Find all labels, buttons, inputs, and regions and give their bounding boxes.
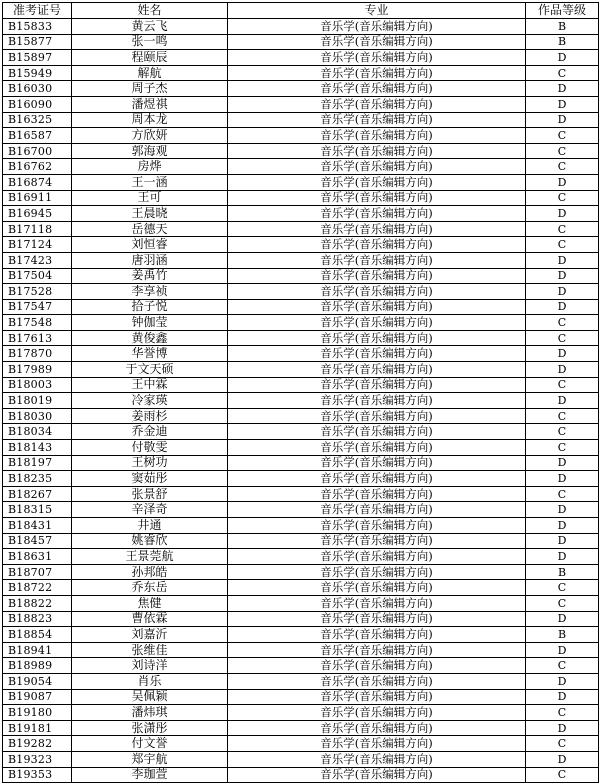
exam-id-cell: B16911 <box>3 190 72 206</box>
grade-cell: D <box>526 346 599 362</box>
student-name-cell: 潘煜祺 <box>72 96 228 112</box>
student-name-cell: 付敬雯 <box>72 440 228 456</box>
major-cell: 音乐学(音乐编辑方向) <box>228 720 526 736</box>
exam-id-cell: B18315 <box>3 502 72 518</box>
table-row <box>3 533 599 549</box>
table-row <box>3 19 599 35</box>
table-row <box>3 767 599 783</box>
grade-cell: C <box>526 767 599 783</box>
exam-id-cell: B18030 <box>3 408 72 424</box>
exam-id-cell: B19282 <box>3 736 72 752</box>
table-row <box>3 502 599 518</box>
major-cell: 音乐学(音乐编辑方向) <box>228 50 526 66</box>
exam-id-cell: B19087 <box>3 689 72 705</box>
student-name-cell: 井通 <box>72 518 228 534</box>
student-name-cell: 潘炜琪 <box>72 705 228 721</box>
student-name-cell: 黄云飞 <box>72 19 228 35</box>
exam-id-cell: B17548 <box>3 315 72 331</box>
student-name-cell: 方欣妍 <box>72 128 228 144</box>
major-cell: 音乐学(音乐编辑方向) <box>228 549 526 565</box>
major-cell: 音乐学(音乐编辑方向) <box>228 252 526 268</box>
student-name-cell: 王景莞航 <box>72 549 228 565</box>
exam-id-cell: B19180 <box>3 705 72 721</box>
table-row <box>3 159 599 175</box>
student-name-cell: 王树功 <box>72 455 228 471</box>
major-cell: 音乐学(音乐编辑方向) <box>228 377 526 393</box>
major-cell: 音乐学(音乐编辑方向) <box>228 221 526 237</box>
exam-id-cell: B15833 <box>3 19 72 35</box>
exam-id-cell: B16762 <box>3 159 72 175</box>
exam-id-cell: B18235 <box>3 471 72 487</box>
student-name-cell: 周子杰 <box>72 81 228 97</box>
student-name-cell: 解航 <box>72 65 228 81</box>
exam-id-cell: B19353 <box>3 767 72 783</box>
major-cell: 音乐学(音乐编辑方向) <box>228 658 526 674</box>
table-row <box>3 128 599 144</box>
major-cell: 音乐学(音乐编辑方向) <box>228 393 526 409</box>
table-row <box>3 705 599 721</box>
exam-id-cell: B16874 <box>3 174 72 190</box>
table-row <box>3 595 599 611</box>
grade-cell: D <box>526 206 599 222</box>
student-name-cell: 拾子悦 <box>72 299 228 315</box>
student-name-cell: 吴佩颖 <box>72 689 228 705</box>
major-cell: 音乐学(音乐编辑方向) <box>228 96 526 112</box>
table-row <box>3 720 599 736</box>
exam-id-cell: B15897 <box>3 50 72 66</box>
major-cell: 音乐学(音乐编辑方向) <box>228 705 526 721</box>
grade-cell: D <box>526 533 599 549</box>
exam-id-cell: B18707 <box>3 564 72 580</box>
major-cell: 音乐学(音乐编辑方向) <box>228 502 526 518</box>
table-row <box>3 455 599 471</box>
table-row <box>3 50 599 66</box>
grade-cell: C <box>526 705 599 721</box>
student-name-cell: 姜雨杉 <box>72 408 228 424</box>
major-cell: 音乐学(音乐编辑方向) <box>228 299 526 315</box>
grade-cell: C <box>526 330 599 346</box>
table-row <box>3 284 599 300</box>
exam-id-cell: B18431 <box>3 518 72 534</box>
table-row <box>3 206 599 222</box>
grade-cell: C <box>526 580 599 596</box>
grade-cell: D <box>526 720 599 736</box>
student-name-cell: 岳德天 <box>72 221 228 237</box>
student-name-cell: 窦茹彤 <box>72 471 228 487</box>
grade-cell: D <box>526 362 599 378</box>
major-cell: 音乐学(音乐编辑方向) <box>228 174 526 190</box>
major-cell: 音乐学(音乐编辑方向) <box>228 237 526 253</box>
table-row <box>3 346 599 362</box>
grade-cell: D <box>526 471 599 487</box>
student-name-cell: 黄俊鑫 <box>72 330 228 346</box>
major-cell: 音乐学(音乐编辑方向) <box>228 268 526 284</box>
grade-cell: C <box>526 65 599 81</box>
exam-id-cell: B16945 <box>3 206 72 222</box>
exam-id-cell: B16090 <box>3 96 72 112</box>
exam-id-cell: B16325 <box>3 112 72 128</box>
table-row <box>3 299 599 315</box>
exam-id-cell: B17989 <box>3 362 72 378</box>
table-row <box>3 424 599 440</box>
major-cell: 音乐学(音乐编辑方向) <box>228 627 526 643</box>
table-row <box>3 362 599 378</box>
table-row <box>3 658 599 674</box>
grade-cell: D <box>526 174 599 190</box>
grade-cell: C <box>526 658 599 674</box>
student-name-cell: 刘嘉沂 <box>72 627 228 643</box>
major-cell: 音乐学(音乐编辑方向) <box>228 642 526 658</box>
grade-cell: C <box>526 595 599 611</box>
exam-id-cell: B16030 <box>3 81 72 97</box>
table-row <box>3 580 599 596</box>
exam-id-cell: B17118 <box>3 221 72 237</box>
exam-id-cell: B17547 <box>3 299 72 315</box>
grade-cell: C <box>526 128 599 144</box>
exam-id-cell: B18822 <box>3 595 72 611</box>
score-table <box>2 2 599 783</box>
major-cell: 音乐学(音乐编辑方向) <box>228 486 526 502</box>
grade-cell: B <box>526 564 599 580</box>
exam-id-cell: B18823 <box>3 611 72 627</box>
exam-id-cell: B15877 <box>3 34 72 50</box>
major-cell: 音乐学(音乐编辑方向) <box>228 767 526 783</box>
table-header-row <box>3 3 599 19</box>
grade-cell: C <box>526 159 599 175</box>
grade-cell: C <box>526 377 599 393</box>
major-cell: 音乐学(音乐编辑方向) <box>228 81 526 97</box>
table-row <box>3 689 599 705</box>
exam-id-cell: B18197 <box>3 455 72 471</box>
exam-id-cell: B17528 <box>3 284 72 300</box>
exam-id-cell: B17124 <box>3 237 72 253</box>
student-name-cell: 辛泽奇 <box>72 502 228 518</box>
grade-cell: D <box>526 751 599 767</box>
student-name-cell: 张潇彤 <box>72 720 228 736</box>
student-name-cell: 房烨 <box>72 159 228 175</box>
major-cell: 音乐学(音乐编辑方向) <box>228 564 526 580</box>
table-row <box>3 143 599 159</box>
table-row <box>3 440 599 456</box>
exam-id-cell: B19054 <box>3 673 72 689</box>
grade-cell: B <box>526 627 599 643</box>
major-cell: 音乐学(音乐编辑方向) <box>228 315 526 331</box>
grade-cell: D <box>526 455 599 471</box>
table-row <box>3 642 599 658</box>
major-cell: 音乐学(音乐编辑方向) <box>228 689 526 705</box>
table-row <box>3 34 599 50</box>
major-cell: 音乐学(音乐编辑方向) <box>228 330 526 346</box>
exam-id-cell: B19323 <box>3 751 72 767</box>
table-row <box>3 330 599 346</box>
exam-id-cell: B18034 <box>3 424 72 440</box>
header-exam-id: 准考证号 <box>3 3 72 19</box>
grade-cell: D <box>526 518 599 534</box>
grade-cell: C <box>526 440 599 456</box>
exam-id-cell: B18457 <box>3 533 72 549</box>
student-name-cell: 乔东岳 <box>72 580 228 596</box>
exam-id-cell: B19181 <box>3 720 72 736</box>
student-name-cell: 孙邦皓 <box>72 564 228 580</box>
major-cell: 音乐学(音乐编辑方向) <box>228 362 526 378</box>
major-cell: 音乐学(音乐编辑方向) <box>228 159 526 175</box>
student-name-cell: 肖乐 <box>72 673 228 689</box>
major-cell: 音乐学(音乐编辑方向) <box>228 611 526 627</box>
major-cell: 音乐学(音乐编辑方向) <box>228 751 526 767</box>
table-row <box>3 237 599 253</box>
grade-cell: D <box>526 611 599 627</box>
student-name-cell: 王可 <box>72 190 228 206</box>
student-name-cell: 李珈萱 <box>72 767 228 783</box>
table-row <box>3 611 599 627</box>
major-cell: 音乐学(音乐编辑方向) <box>228 533 526 549</box>
major-cell: 音乐学(音乐编辑方向) <box>228 346 526 362</box>
major-cell: 音乐学(音乐编辑方向) <box>228 518 526 534</box>
major-cell: 音乐学(音乐编辑方向) <box>228 595 526 611</box>
table-row <box>3 486 599 502</box>
table-row <box>3 174 599 190</box>
student-name-cell: 钟伽莹 <box>72 315 228 331</box>
student-name-cell: 张维佳 <box>72 642 228 658</box>
major-cell: 音乐学(音乐编辑方向) <box>228 580 526 596</box>
exam-id-cell: B17870 <box>3 346 72 362</box>
student-name-cell: 乔金迪 <box>72 424 228 440</box>
grade-cell: D <box>526 689 599 705</box>
header-name: 姓名 <box>72 3 228 19</box>
major-cell: 音乐学(音乐编辑方向) <box>228 736 526 752</box>
grade-cell: C <box>526 408 599 424</box>
exam-id-cell: B18019 <box>3 393 72 409</box>
grade-cell: C <box>526 315 599 331</box>
student-name-cell: 王晨晓 <box>72 206 228 222</box>
exam-id-cell: B18941 <box>3 642 72 658</box>
exam-id-cell: B18722 <box>3 580 72 596</box>
grade-cell: C <box>526 424 599 440</box>
grade-cell: C <box>526 143 599 159</box>
table-row <box>3 315 599 331</box>
major-cell: 音乐学(音乐编辑方向) <box>228 424 526 440</box>
table-row <box>3 518 599 534</box>
major-cell: 音乐学(音乐编辑方向) <box>228 128 526 144</box>
exam-id-cell: B18143 <box>3 440 72 456</box>
exam-id-cell: B18267 <box>3 486 72 502</box>
table-body <box>3 19 599 783</box>
student-name-cell: 王中霖 <box>72 377 228 393</box>
table-row <box>3 96 599 112</box>
grade-cell: B <box>526 34 599 50</box>
grade-cell: D <box>526 502 599 518</box>
student-name-cell: 王一涵 <box>72 174 228 190</box>
table-row <box>3 673 599 689</box>
table-row <box>3 377 599 393</box>
student-name-cell: 冷家瑛 <box>72 393 228 409</box>
table-row <box>3 627 599 643</box>
grade-cell: D <box>526 112 599 128</box>
major-cell: 音乐学(音乐编辑方向) <box>228 65 526 81</box>
major-cell: 音乐学(音乐编辑方向) <box>228 143 526 159</box>
student-name-cell: 唐羽涵 <box>72 252 228 268</box>
table-row <box>3 564 599 580</box>
student-name-cell: 郭海观 <box>72 143 228 159</box>
major-cell: 音乐学(音乐编辑方向) <box>228 34 526 50</box>
grade-cell: D <box>526 252 599 268</box>
table-row <box>3 65 599 81</box>
grade-cell: C <box>526 221 599 237</box>
major-cell: 音乐学(音乐编辑方向) <box>228 455 526 471</box>
student-name-cell: 刘诗洋 <box>72 658 228 674</box>
grade-cell: D <box>526 50 599 66</box>
major-cell: 音乐学(音乐编辑方向) <box>228 284 526 300</box>
exam-id-cell: B15949 <box>3 65 72 81</box>
table-row <box>3 190 599 206</box>
grade-cell: D <box>526 642 599 658</box>
exam-id-cell: B17423 <box>3 252 72 268</box>
table-row <box>3 549 599 565</box>
exam-id-cell: B17613 <box>3 330 72 346</box>
student-name-cell: 姚睿欣 <box>72 533 228 549</box>
major-cell: 音乐学(音乐编辑方向) <box>228 112 526 128</box>
grade-cell: D <box>526 284 599 300</box>
table-row <box>3 81 599 97</box>
grade-cell: D <box>526 549 599 565</box>
student-name-cell: 姜禹竹 <box>72 268 228 284</box>
student-name-cell: 刘恒睿 <box>72 237 228 253</box>
grade-cell: D <box>526 81 599 97</box>
grade-cell: D <box>526 393 599 409</box>
header-major: 专业 <box>228 3 526 19</box>
student-name-cell: 华誉博 <box>72 346 228 362</box>
grade-cell: C <box>526 486 599 502</box>
student-name-cell: 曹依霖 <box>72 611 228 627</box>
table-row <box>3 471 599 487</box>
student-name-cell: 付文誉 <box>72 736 228 752</box>
table-row <box>3 221 599 237</box>
exam-id-cell: B18003 <box>3 377 72 393</box>
student-name-cell: 焦健 <box>72 595 228 611</box>
major-cell: 音乐学(音乐编辑方向) <box>228 673 526 689</box>
header-grade: 作品等级 <box>526 3 599 19</box>
major-cell: 音乐学(音乐编辑方向) <box>228 471 526 487</box>
table-row <box>3 268 599 284</box>
table-row <box>3 736 599 752</box>
grade-cell: B <box>526 19 599 35</box>
grade-cell: D <box>526 268 599 284</box>
grade-cell: D <box>526 96 599 112</box>
exam-id-cell: B16587 <box>3 128 72 144</box>
grade-cell: C <box>526 736 599 752</box>
table-row <box>3 751 599 767</box>
student-name-cell: 李享祯 <box>72 284 228 300</box>
student-name-cell: 张一鸣 <box>72 34 228 50</box>
exam-id-cell: B18854 <box>3 627 72 643</box>
student-name-cell: 程颐辰 <box>72 50 228 66</box>
major-cell: 音乐学(音乐编辑方向) <box>228 206 526 222</box>
student-name-cell: 郑宇航 <box>72 751 228 767</box>
table-row <box>3 112 599 128</box>
major-cell: 音乐学(音乐编辑方向) <box>228 440 526 456</box>
student-name-cell: 周本龙 <box>72 112 228 128</box>
grade-cell: C <box>526 190 599 206</box>
student-name-cell: 张景舒 <box>72 486 228 502</box>
major-cell: 音乐学(音乐编辑方向) <box>228 190 526 206</box>
major-cell: 音乐学(音乐编辑方向) <box>228 408 526 424</box>
grade-cell: D <box>526 673 599 689</box>
exam-id-cell: B18631 <box>3 549 72 565</box>
table-row <box>3 252 599 268</box>
grade-cell: D <box>526 299 599 315</box>
exam-id-cell: B17504 <box>3 268 72 284</box>
major-cell: 音乐学(音乐编辑方向) <box>228 19 526 35</box>
table-row <box>3 408 599 424</box>
grade-cell: C <box>526 237 599 253</box>
table-row <box>3 393 599 409</box>
exam-id-cell: B18989 <box>3 658 72 674</box>
exam-id-cell: B16700 <box>3 143 72 159</box>
student-name-cell: 于文天硕 <box>72 362 228 378</box>
